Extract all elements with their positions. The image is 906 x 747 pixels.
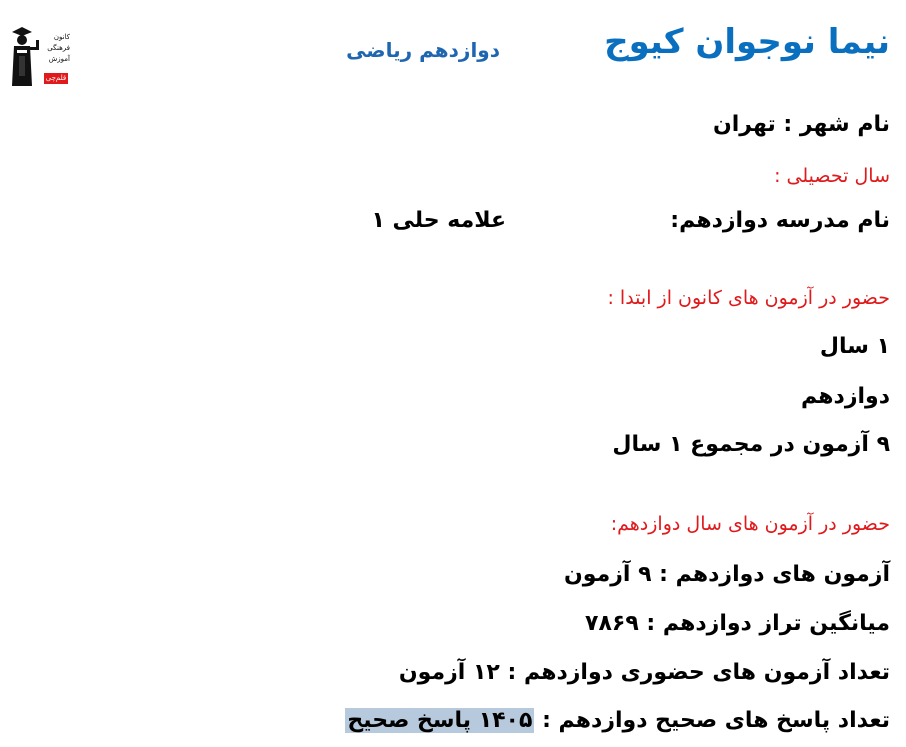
- total-exams-line: ۹ آزمون در مجموع ۱ سال: [612, 432, 890, 457]
- kanoon-logo: [8, 20, 70, 90]
- academic-year-label: سال تحصیلی :: [774, 165, 890, 187]
- logo-line-1: کانون: [53, 33, 70, 41]
- correct-answers-value: ۱۴۰۵ پاسخ صحیح: [347, 708, 533, 733]
- grade-line: دوازدهم: [801, 384, 890, 409]
- in-person-line: تعداد آزمون های حضوری دوازدهم : ۱۲ آزمون: [398, 660, 890, 685]
- school-value: علامه حلی ۱: [371, 208, 506, 233]
- kanoon-start-label: حضور در آزمون های کانون از ابتدا :: [607, 287, 890, 309]
- city-line: نام شهر : تهران: [712, 112, 890, 137]
- logo-line-2: فرهنگی: [47, 44, 70, 52]
- logo-line-3: آموزش: [48, 55, 70, 63]
- school-label: نام مدرسه دوازدهم:: [670, 208, 890, 233]
- student-name: نیما نوجوان کیوج: [604, 22, 890, 62]
- logo-badge: قلم‌چی: [45, 74, 67, 82]
- twelfth-exams-line: آزمون های دوازدهم : ۹ آزمون: [564, 562, 890, 587]
- twelfth-label: حضور در آزمون های سال دوازدهم:: [610, 513, 890, 535]
- years-line: ۱ سال: [819, 334, 890, 359]
- avg-score-line: میانگین تراز دوازدهم : ۷۸۶۹: [585, 611, 890, 636]
- grade-field: دوازدهم ریاضی: [346, 38, 500, 62]
- correct-answers-label: تعداد پاسخ های صحیح دوازدهم :: [542, 708, 890, 733]
- correct-answers-line: [345, 708, 890, 733]
